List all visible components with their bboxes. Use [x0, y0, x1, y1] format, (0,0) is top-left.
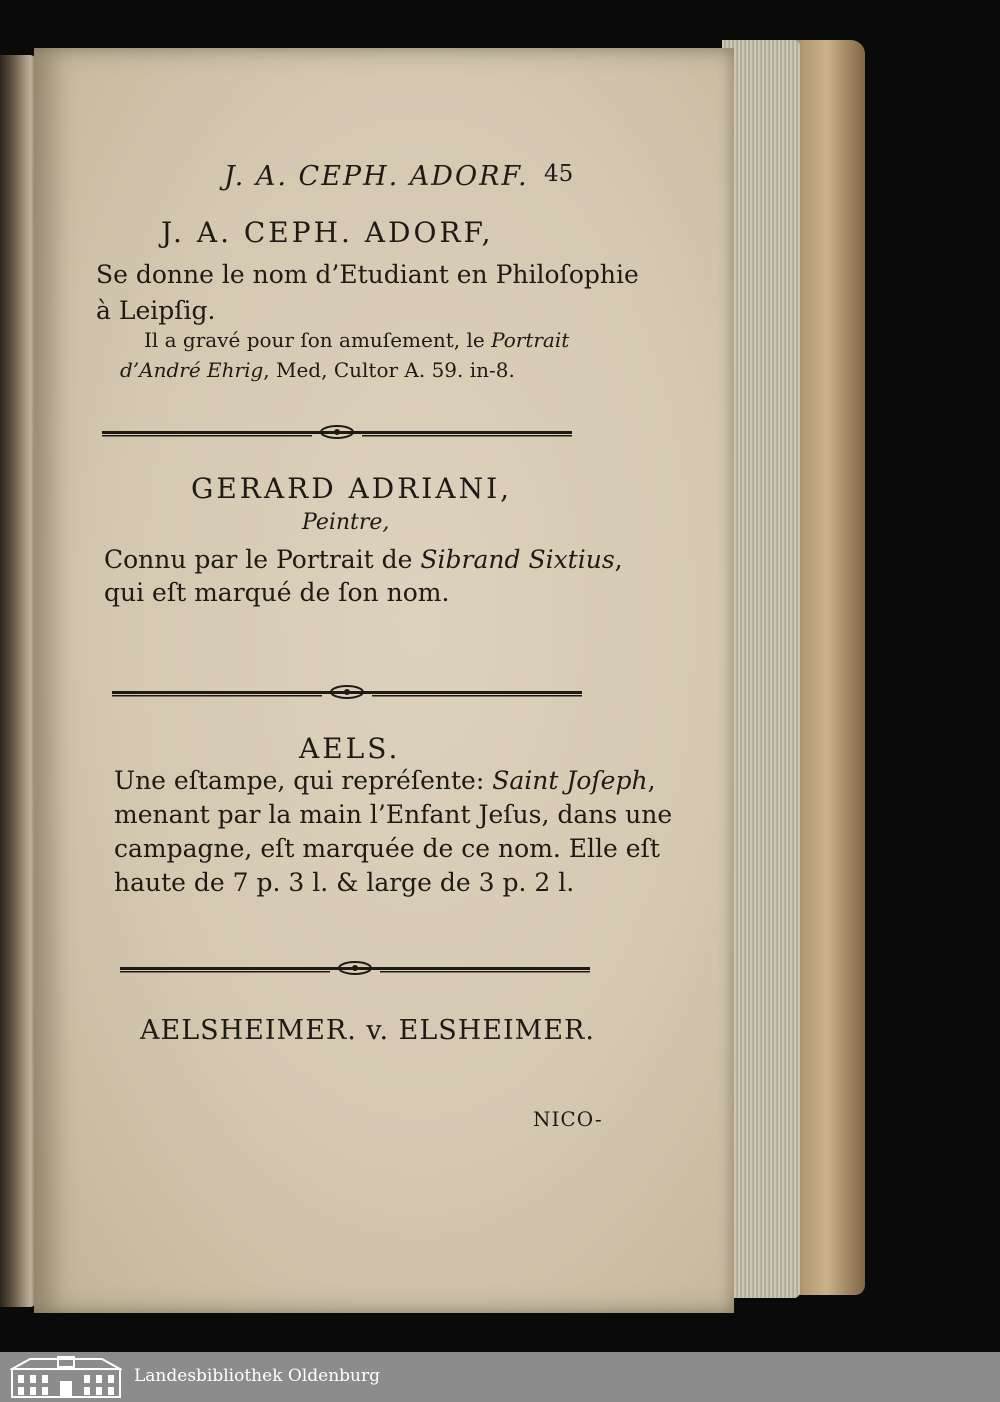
ornament-divider: [102, 424, 572, 442]
body-italic: Sibrand Sixtius: [420, 545, 615, 574]
entry-heading-aels: AELS.: [299, 732, 401, 765]
page-number: 45: [544, 161, 574, 187]
catchword: NICO-: [533, 1107, 603, 1131]
ornament-divider: [120, 960, 590, 978]
body-text: Une eſtampe, qui repréſente:: [114, 766, 493, 795]
body-line: qui eſt marqué de ſon nom.: [104, 578, 450, 607]
left-page-edge: [0, 55, 36, 1307]
body-text: ,: [614, 545, 623, 574]
note-line: [144, 328, 569, 352]
ornament-divider: [112, 684, 582, 702]
body-text: Connu par le Portrait de: [104, 545, 421, 574]
body-line: [114, 766, 656, 795]
entry-heading-aelsheimer: AELSHEIMER. v. ELSHEIMER.: [140, 1015, 595, 1046]
running-head: J. A. CEPH. ADORF.: [224, 161, 529, 192]
page-content: [34, 48, 734, 1313]
entry-heading-adriani: GERARD ADRIANI,: [191, 472, 513, 505]
footer-bar: [0, 1352, 1000, 1402]
library-building-icon: [10, 1355, 122, 1399]
body-line: [104, 545, 623, 574]
body-text: ,: [647, 766, 656, 795]
note-text: Il a gravé pour ſon amuſement, le: [144, 328, 492, 352]
book-page: [34, 48, 734, 1313]
note-italic: d’André Ehrig: [120, 358, 264, 382]
body-line: haute de 7 p. 3 l. & large de 3 p. 2 l.: [114, 868, 575, 897]
note-italic: Portrait: [491, 328, 570, 352]
body-line: Se donne le nom d’Etudiant en Philoſophie: [96, 260, 639, 289]
body-line: à Leipſig.: [96, 296, 216, 325]
body-line: menant par la main l’Enfant Jeſus, dans une: [114, 800, 673, 829]
note-text: , Med, Cultor A. 59. in-8.: [263, 358, 515, 382]
subheading-peintre: Peintre,: [302, 510, 390, 535]
entry-heading-adorf: J. A. CEPH. ADORF,: [161, 216, 494, 249]
library-name: Landesbibliothek Oldenburg: [134, 1366, 381, 1386]
note-line: [120, 358, 515, 382]
body-line: campagne, eſt marquée de ce nom. Elle eſt: [114, 834, 660, 863]
body-italic: Saint Joſeph: [492, 766, 648, 795]
